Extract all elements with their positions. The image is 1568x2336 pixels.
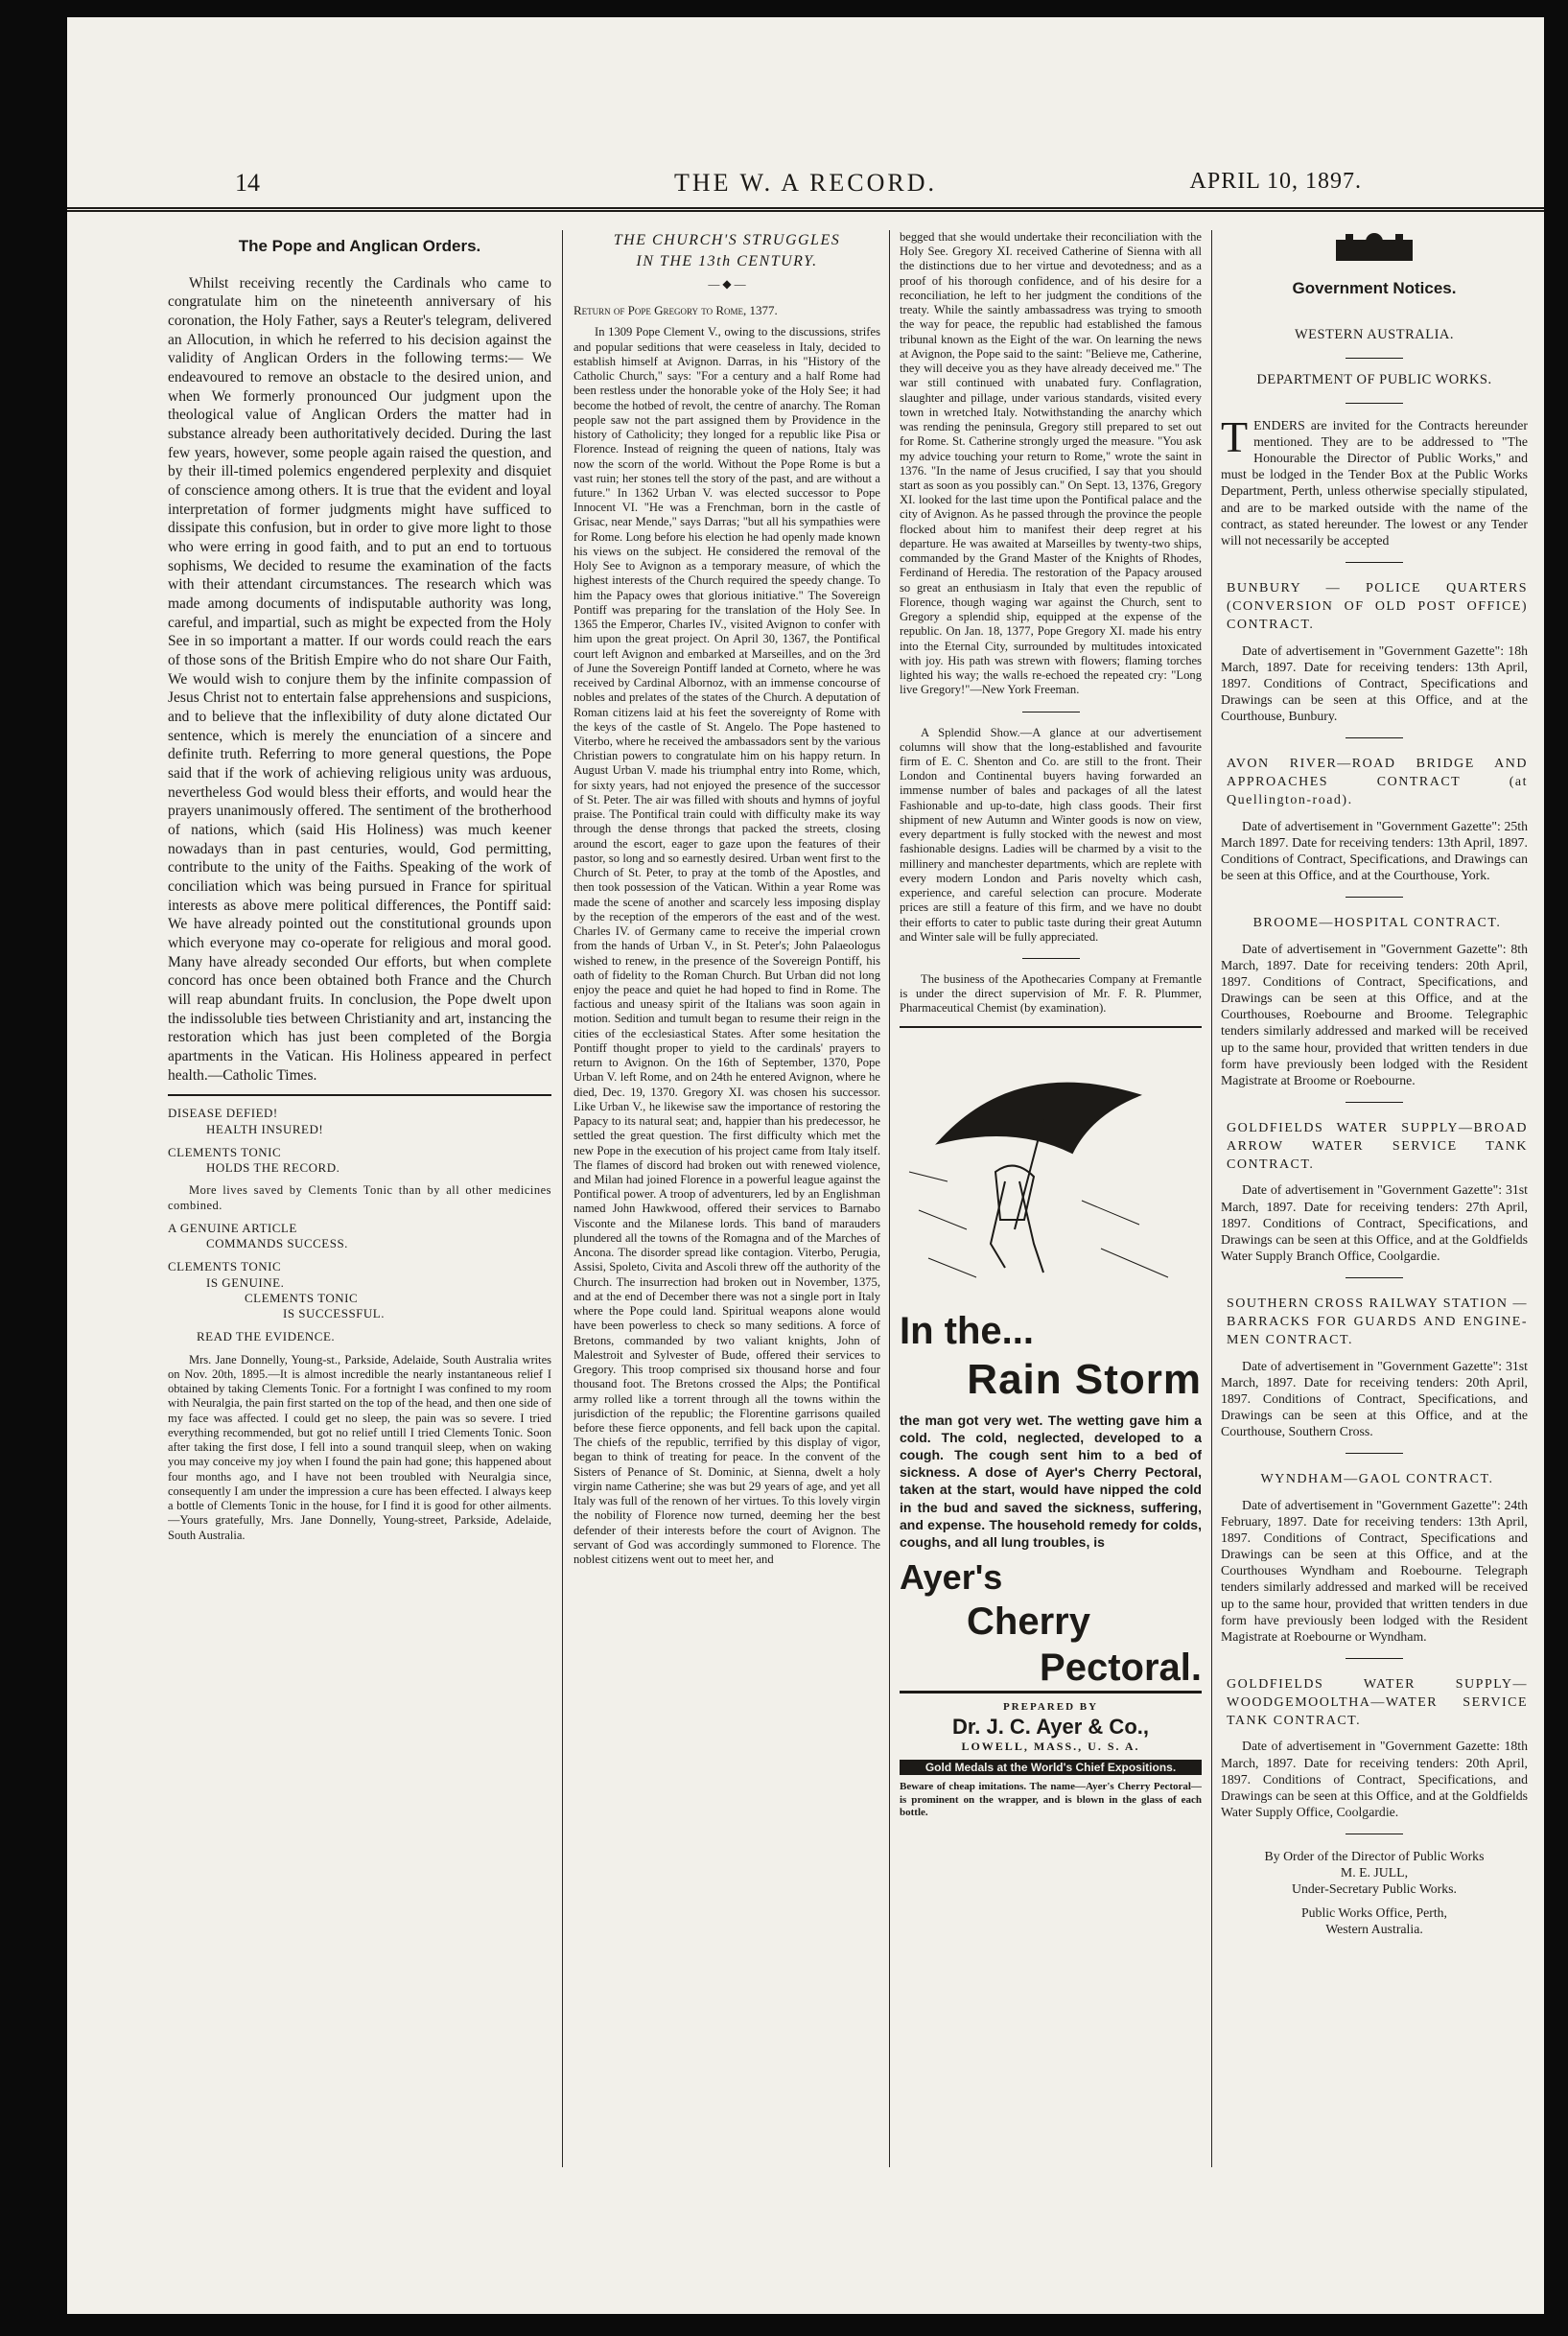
ad-line: IS SUCCESSFUL. (283, 1306, 385, 1321)
brand-name: Pectoral. (900, 1645, 1202, 1694)
divider (1346, 1453, 1403, 1454)
umbrella-man-illustration (900, 1038, 1187, 1296)
tender-title: BUNBURY — POLICE QUARTERS (CONVERSION OF OLD POST OFFICE) CONTRACT. (1227, 580, 1528, 632)
ad-line: CLEMENTS TONIC (245, 1290, 359, 1305)
signoff-line: Public Works Office, Perth, (1300, 1905, 1448, 1921)
divider (1346, 1102, 1403, 1103)
brand-name: Cherry (967, 1600, 1090, 1643)
ad-line: HEALTH INSURED! (206, 1121, 324, 1136)
ad-line: READ THE EVIDENCE. (197, 1329, 336, 1344)
tenders-intro (1221, 412, 1528, 549)
tender-title: AVON RIVER—ROAD BRIDGE AND APPROACHES CONTRACT (at Quellington-road). (1227, 757, 1528, 807)
tender-text: Date of advertisement in "Government Gazette": 18h March, 1897. Date for receiving tenders: 13th April, 1897. Conditions of Contract, Specifications and Drawings can be seen at this Office, and at the Courthouse, Bunbury. (1221, 642, 1528, 723)
ayers-cherry-pectoral-ad (900, 1026, 1202, 1819)
divider (1346, 403, 1403, 404)
ad-line: More lives saved by Clements Tonic than by all other medicines combined. (168, 1183, 551, 1212)
tender-text: Date of advertisement in "Government Gazette": 24th February, 1897. Date for receiving tenders: 13th April, 1897. Conditions of Contract, Specifications and Drawings can be seen at this Office, and at the Courthouses Wyndham and Roebourne. Telegraph tenders similarly addressed and marked will be received up to the same hour, provided that written tenders in due form have previously been lodged with the Resident Magistrate at Roebourne or Wyndham. (1221, 1497, 1528, 1644)
column-3 (900, 230, 1202, 2167)
issue-date: APRIL 10, 1897. (1189, 169, 1362, 194)
column-4 (1221, 230, 1528, 2167)
page-header (67, 140, 1544, 212)
tender-text: Date of advertisement in "Government Gazette": 31st March, 1897. Date for receiving tenders: 27th April, 1897. Conditions of Contract, Specifications, and Drawings can be seen at this Office, and at the Goldfields Water Supply Branch Office, Coolgardie. (1221, 1182, 1528, 1263)
section-title: Government Notices. (1292, 279, 1457, 298)
newspaper-page (67, 17, 1544, 2314)
signoff (1221, 1848, 1528, 1937)
headline-line: IN THE 13th CENTURY. (636, 252, 818, 269)
manufacturer-location: LOWELL, MASS., U. S. A. (961, 1740, 1140, 1754)
ad-line: COMMANDS SUCCESS. (206, 1236, 348, 1251)
figure-coat (995, 1165, 1034, 1219)
tender-title: GOLDFIELDS WATER SUPPLY—WOODGEMOOLTHA—WATER SERVICE TANK CONTRACT. (1227, 1676, 1528, 1728)
signoff-line: Under-Secretary Public Works. (1292, 1881, 1457, 1897)
masthead-title: THE W. A RECORD. (673, 169, 938, 197)
column-2 (573, 230, 880, 2167)
article-body: Whilst receiving recently the Cardinals who came to congratulate him on the nineteenth anniversary of his coronation, the Holy Father, says a Reuter's telegram, delivered an Allocution, in which he referred to his decision against the validity of Anglican Orders in the following terms:— We endeavoured to remove an obstacle to the desired union, and when We formerly pronounced Our judgment upon the theological value of Anglican Orders the matter had in substance already been authoritatively decided. During the last few years, however, some people again raised the question, and by their ill-timed polemics engendered perplexity and disquiet of conscience among others. It is true that the evident and loyal interpretation of former judgments might have sufficed to dissipate this confusion, but in order to give more light to those who were erring in good faith, and to put an end to tortuous sophisms, We decided to resume the examination of the facts with their attendant circumstances. The research which was made among documents of indisputable authority was long, careful, and impartial, such as might be expected from the Holy See in so important a matter. If our words could reach the ears of those sons of the British Empire who do not share Our Faith, We would wish to conjure them by the infinite compassion of Jesus Christ not to entertain false apprehensions and suspicions, and to believe that the inflexibility of duty alone dictated Our sentence, which is merely the enunciation of a sincere and definite truth. Referring to more general questions, the Pope said that if the work of achieving religious unity was arduous, nevertheless God would bless their efforts, and would hear the prayers unanimously offered. The sentiment of the brotherhood of nations, which (said His Holiness) was much keener nowadays than in past centuries, would, God permitting, contribute to the unity of the Faiths. Speaking of the work of conciliation which was being pursued in France for spiritual interests as above mere political differences, the Pontiff said: We have already pointed out the constitutional grounds upon which everyone may co-operate for religious and moral good. Many have already seconded Our efforts, but when complete concord has once been obtained both France and the Church will reap abundant fruits. In conclusion, the Pope dwelt upon the indissoluble ties between Christianity and art, instancing the restoration which has just been completed of the Borgia apartments in the Vatican. His Holiness appeared in perfect health.—Catholic Times. (168, 274, 551, 1084)
ad-title: In the... (900, 1309, 1034, 1352)
rain-streaks (909, 1172, 1168, 1277)
divider (1346, 737, 1403, 738)
article-subhead: Return of Pope Gregory to Rome, 1377. (573, 302, 778, 317)
divider (1346, 1658, 1403, 1659)
tender-title: GOLDFIELDS WATER SUPPLY—BROAD ARROW WATER SERVICE TANK CONTRACT. (1227, 1120, 1528, 1172)
ad-line: IS GENUINE. (206, 1274, 285, 1290)
article-continuation: begged that she would undertake their reconciliation with the Holy See. Gregory XI. received Catherine of Sienna with all the distinctions due to her virtue and devotedness; and as a proof of his thorough confidence, and of his desire for a reconciliation, he left to her judgment the conditions of the treaty. While the saintly ambassadress was trying to smooth the way for peace, the republic had established the famous tribunal known as the Eight of the war. On learning the news at Avignon, the Pope said to the saint: "Believe me, Catherine, they will deceive you as they have already deceived me." The war still continued with unabated fury. Conflagration, slaughter and pillage, under various standards, visited every town in wretched Italy. Notwithstanding the anarchy which was rending the peninsula, Gregory still prepared to set out for Rome. St. Catherine strongly urged the measure. "You ask my advice touching your return to Rome," wrote the saint in 1376. "In the name of Jesus crucified, I say that you should start as soon as you possibly can." On Sept. 13, 1376, Gregory XI. looked for the last time upon the Pontifical palace and the city of Avignon. As he passed through the province the people flocked about him to manifest their deep regret at his departure. He was awaited at Marseilles by twenty-two ships, commanded by the Grand Master of the Knights of Rhodes, Ferdinand of Heredia. The restoration of the Papacy aroused so great an enthusiasm in Italy that even the republic of Florence, though waging war against the Church, sent to Gregory a splendid ship, equipped at the expense of the republic. On Jan. 18, 1377, Pope Gregory XI. made his entry into the Eternal City, surrounded by multitudes intoxicated with joy. His path was strewn with flowers; flaming torches lighted his way; the walls re-echoed the repeated cry: "Long live Gregory!"—New York Freeman. (900, 230, 1202, 697)
divider (1022, 958, 1080, 959)
splendid-show-notice: A Splendid Show.—A glance at our advertisement columns will show that the long-established and favourite firm of E. C. Shenton and Co. are still to the front. Their London and Continental buyers having forwarded an immense number of bales and packages of all the latest Fashionable and up-to-date, high class goods. Their first shipment of new Autumn and Winter goods is now on view, every department is fully stocked with the newest and most fashionable designs. Ladies will be charmed by a visit to the millinery and manchester departments, which are replete with every modern London and Paris novelty which cash, experience, and careful selection can procure. Moderate prices are still a feature of this firm, and we have no doubt their efforts to cater to public taste during their great Autumn and Winter sale will be fully appreciated. (900, 725, 1202, 944)
testimonial-text: Mrs. Jane Donnelly, Young-st., Parkside, Adelaide, South Australia writes on Nov. 20th, 1895.—It is almost incredible the nearly instantaneous relief I obtained by taking Clements Tonic. For a fortnight I was confined to my room with Neuralgia, the pain first started on the top of the head, and then one side of my face was affected. I could get no sleep, the pain was so severe. I tried everything recommended, but got no relief untill I tried Clements Tonic. Soon after taking the first dose, I fell into a sound tranquil sleep, when on waking you may conceive my joy when I found the pain had gone; this happened about four months ago, and I have not been troubled with Neuralgia since, consequently I am under the impression a cure has been effected. I always keep a bottle of Clements Tonic in the house, for I find it is good for other ailments.—Yours gratefully, Mrs. Jane Donnelly, Young-street, Parkside, Adelaide, South Australia. (168, 1352, 551, 1542)
divider (1346, 358, 1403, 359)
ad-line: DISEASE DEFIED! (168, 1106, 278, 1121)
signoff-name: M. E. JULL, (1340, 1865, 1409, 1880)
beware-notice: Beware of cheap imitations. The name—Ayer's Cherry Pectoral—is prominent on the wrapper, and is blown in the glass of each bottle. (900, 1781, 1202, 1818)
ornament-divider: — ◆ — (708, 277, 746, 292)
tender-text: Date of advertisement in "Government Gazette": 25th March 1897. Date for receiving tenders: 13th April, 1897. Conditions of Contract, Specifications, and Drawings can be seen at this Office, and at the Courthouse, York. (1221, 818, 1528, 882)
umbrella-icon (938, 1083, 1139, 1152)
clements-tonic-ad (168, 1106, 551, 1344)
article-headline (573, 230, 880, 271)
headline-line: THE CHURCH'S STRUGGLES (613, 232, 841, 248)
column-1 (168, 230, 551, 2167)
article-headline: The Pope and Anglican Orders. (238, 237, 481, 255)
state-heading: WESTERN AUSTRALIA. (1294, 327, 1455, 343)
ad-line: A GENUINE ARTICLE (168, 1220, 297, 1235)
tender-text: Date of advertisement in "Government Gazette": 8th March, 1897. Date for receiving tenders: 20th April, 1897. Conditions of Contract, Specifications, and Drawings can be seen at this Office, and at the Courthouses, Roebourne and Broome. Telegraphic tenders similarly addressed and marked will be received up to the same hour, provided that written tenders in due form have previously been lodged with the Resident Magistrate at Broome or Roebourne. (1221, 941, 1528, 1087)
department-heading: DEPARTMENT OF PUBLIC WORKS. (1256, 372, 1492, 388)
column-rule (562, 230, 563, 2167)
signoff-line: By Order of the Director of Public Works (1264, 1848, 1485, 1863)
brand-name: Ayer's (900, 1557, 1003, 1598)
figure-leg (1019, 1181, 1043, 1273)
tender-title: BROOME—HOSPITAL CONTRACT. (1252, 916, 1502, 931)
column-rule (1211, 230, 1212, 2167)
tender-text: Date of advertisement in "Government Gazette": 31st March, 1897. Date for receiving tenders: 20th April, 1897. Conditions of Contract, Specifications, and Drawings can be seen at this Office, and at the Courthouse, Southern Cross. (1221, 1358, 1528, 1438)
column-rule (889, 230, 890, 2167)
drop-cap: T (1221, 412, 1249, 462)
divider (1346, 1277, 1403, 1278)
tender-text: Date of advertisement in "Government Gazette: 18th March, 1897. Date for receiving tenders: 20th April, 1897. Conditions of Contract, Specifications, and Drawings can be seen at this Office, and at the Goldfields Water Supply Office, Coolgardie. (1221, 1739, 1528, 1819)
ad-body: the man got very wet. The wetting gave him a cold. The cold, neglected, developed to a cough. The cough sent him to a bed of sickness. A dose of Ayer's Cherry Pectoral, taken at the start, would have nipped the cold in the bud and saved the sickness, suffering, and expense. The household remedy for colds, coughs, and all lung troubles, is (900, 1412, 1202, 1550)
divider (1346, 562, 1403, 563)
signoff-line: Western Australia. (1325, 1922, 1423, 1937)
apothecaries-notice: The business of the Apothecaries Company at Fremantle is under the direct supervision of Mr. F. R. Plummer, Pharmaceutical Chemist (by examination). (900, 972, 1202, 1016)
article-body: In 1309 Pope Clement V., owing to the discussions, strifes and popular seditions that were ceaseless in Italy, decided to establish himself at Avignon. Darras, in his "History of the Catholic Church," says: "For a century and a half Rome had been restless under the honorable yoke of the Holy See; it had become the hotbed of revolt, the centre of anarchy. The Roman people saw not the part assigned them by Providence in the history of Catholicity; they longed for a republic like Pisa or Florence. Instead of reigning the queen of nations, Italy was now the scorn of the world. Without the Pope Rome is but a vast ruin; her stones tell the story of the past, and are without a future." In 1362 Urban V. was elected successor to Pope Innocent VI. "He was a Frenchman, born in the castle of Grisac, near Mende," says Darras; "but all his sympathies were for Rome. Long before his election he had openly made known his views on the subject. He considered the removal of the Holy See to Avignon as a temporary measure, of which the highest interests of the Church required the speedy change. To him the Papacy owes that glorious initiative." The Sovereign Pontiff was preparing for the translation of the Holy See. In 1365 the Emperor, Charles IV., visited Avignon to confer with him upon the great project. On April 30, 1367, the Pontifical court left Avignon and embarked at Marseilles, and on the 3rd of June the Sovereign Pontiff landed at Corneto, where he was received by Cardinal Albornoz, with an immense concourse of nobles and prelates of the states of the Church. A deputation of Roman citizens laid at his feet the sovereignty of Rome with the keys of the castle of St. Angelo. The Pope hastened to Viterbo, where he received the ambassadors sent by the various Christian powers to congratulate him on his happy return. In August Urban V. made his triumphal entry into Rome, which, for sixty years, had not enjoyed the presence of the successor of St. Peter. The air was filled with shouts and hymns of joyful praise. The Pontifical train could with difficulty make its way through the dense throngs that packed the streets, closing around the escort, eager to gaze upon the features of their pastor, so long and so earnestly desired. Urban went first to the Church of St. Peter, to pray at the tomb of the Apostles, and then took possession of the Vatican. Within a year Rome was made the scene of another and scarcely less imposing display by the reception of the emperors of the east and of the west. Charles IV. of Germany came to receive the imperial crown from the hands of Urban V., in St. Peter's; John Palaeologus wished to renew, in the presence of the Sovereign Pontiff, his oath of fidelity to the Roman Church. But Urban did not long enjoy the peace and quiet he had hoped to find in Rome. The factious and uneasy spirit of the Italians was soon again in motion. Sedition and tumult began to resume their reign in the cities of the ecclesiastical States. After some hesitation the Pontiff thought proper to yield to the cardinals' prayers to return to Avignon. On the 16th of September, 1370, Pope Urban V. left Rome, and on 24th he entered Avignon, where he died, Dec. 19, 1370. Gregory XI. was chosen his successor. Like Urban V., he likewise saw the importance of restoring the Papacy to its natural seat; and, happier than his predecessor, he settled the great question. The first difficulty which met the new Pope in the execution of his project came from Italy itself. The flames of discord had broken out with renewed violence, and Milan had joined Florence in a powerful league against the Pontifical power. A troop of adventurers, led by an Englishman named John Hawkwood, offered their services to Barnabo Visconte and the Milanese lords. This band of marauders plundered all the towns of the Romagna and of the Marches of Ancona. The disorder spread like contagion. Viterbo, Perugia, Assisi, Spoleto, Civita and Ascoli threw off the authority of the Church. The insurrection had broken out in November, 1375, and at the end of December there was not a single port in Italy where the Pope could land. Spiritual weapons alone would have been powerless to check so many seditions. A force of Bretons, commanded by two valiant knights, John of Malestroit and Sylvester of Bude, offered their services to Gregory. This troop comprised six thousand horse and four thousand foot. The Bretons crossed the Alps; the Pontifical army rolled like a torrent through all the towns within the jurisdiction of the republic; the Florentine garrisons quailed before these fierce opponents, and fell back upon the capital. The chiefs of the republic, terrified by this display of vigor, began to think of treating for peace. In the convent of the Sisters of Penance of St. Dominic, at Sienna, dwelt a holy virgin name Catherine; she was but 29 years of age, and yet all Italy was full of the renown of her virtues. To this lovely virgin the nobility of Florence now turned, deeming her the best defender of their interests before the court of Avignon. The servant of God was accordingly summoned to Florence. The noblest citizens went out to meet her, and (573, 325, 880, 1567)
ad-title: Rain Storm (967, 1356, 1202, 1404)
medals-banner: Gold Medals at the World's Chief Expositions. (900, 1760, 1202, 1776)
intro-text: ENDERS are invited for the Contracts hereunder mentioned. They are to be addressed to "The Honourable the Director of Public Works," and must be lodged in the Tender Box at the Public Works Department, Perth, unless otherwise specially stipulated, and are to be marked outside with the name of the contract, as stated hereunder. The lowest or any Tender will not necessarily be accepted (1221, 418, 1528, 548)
tender-title: SOUTHERN CROSS RAILWAY STATION — BARRACKS FOR GUARDS AND ENGINE-MEN CONTRACT. (1227, 1296, 1528, 1347)
ad-line: CLEMENTS TONIC (168, 1259, 282, 1274)
tender-title: WYNDHAM—GAOL CONTRACT. (1260, 1472, 1494, 1487)
ad-line: HOLDS THE RECORD. (206, 1160, 340, 1176)
divider (1346, 897, 1403, 898)
ad-line: CLEMENTS TONIC (168, 1144, 282, 1159)
prepared-by: PREPARED BY (1002, 1701, 1099, 1714)
divider (168, 1094, 551, 1096)
coat-of-arms-icon (1221, 230, 1528, 272)
page-number: 14 (235, 169, 260, 197)
manufacturer: Dr. J. C. Ayer & Co., (952, 1714, 1149, 1739)
